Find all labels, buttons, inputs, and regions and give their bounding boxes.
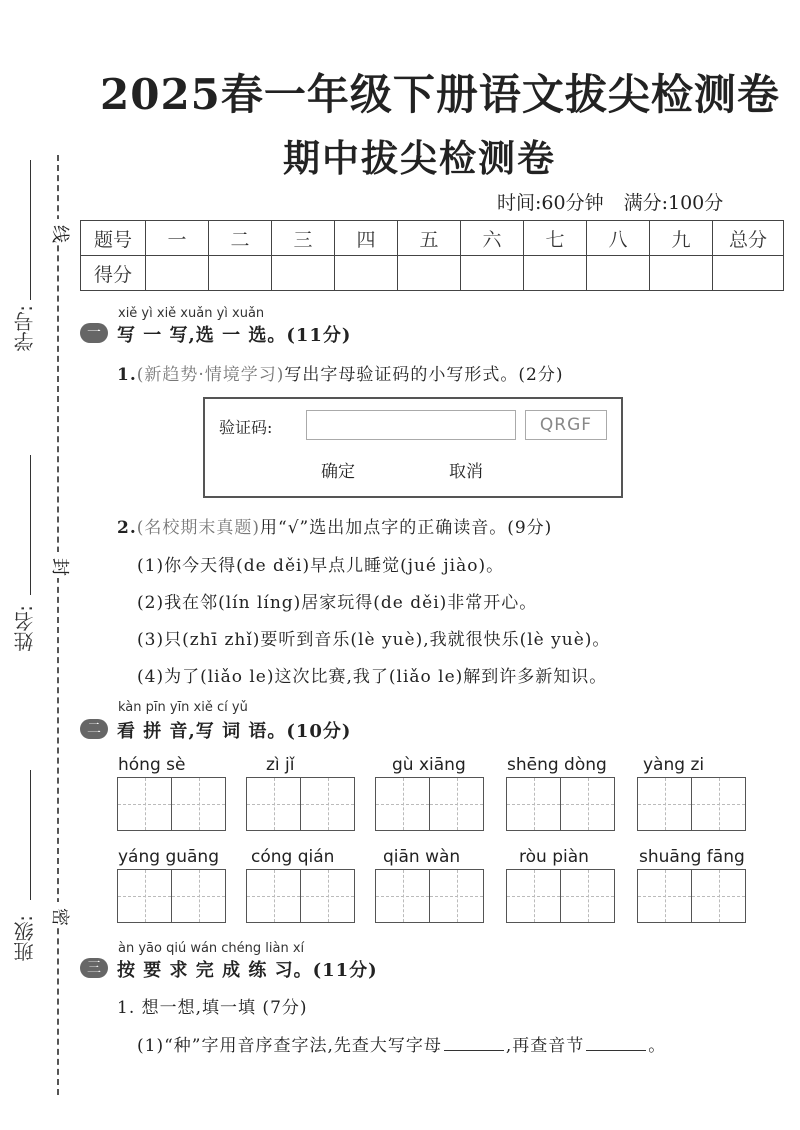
binding-word-seal: 封 — [49, 552, 73, 578]
score-header-cell: 题号 — [81, 221, 146, 256]
answer-blank[interactable] — [586, 1050, 646, 1051]
score-row-label: 得分 — [81, 256, 146, 291]
score-cell[interactable] — [587, 256, 650, 291]
page-subtitle: 期中拔尖检测卷 — [283, 136, 556, 180]
question-1-1 — [117, 360, 564, 385]
pinyin-word: shuāng fāng — [639, 847, 745, 867]
pronunciation-item-1[interactable]: (1)你今天得(de děi)早点儿睡觉(jué jiào)。 — [137, 556, 505, 576]
captcha-label: 验证码: — [219, 418, 273, 437]
pinyin-word: qiān wàn — [383, 847, 461, 867]
score-cell[interactable] — [272, 256, 335, 291]
page-title: 2025春一年级下册语文拔尖检测卷 — [100, 70, 780, 119]
score-table-header-row — [81, 221, 784, 256]
writing-grid[interactable] — [506, 777, 615, 831]
score-cell[interactable] — [713, 256, 784, 291]
fill-text: (1)“种”字用音序查字法,先查大写字母 — [137, 1036, 442, 1056]
class-blank[interactable] — [30, 770, 31, 900]
pinyin-word: yàng zi — [643, 755, 705, 775]
cancel-button[interactable]: 取消 — [449, 462, 483, 482]
writing-grid[interactable] — [637, 869, 746, 923]
student-id-blank[interactable] — [30, 160, 31, 300]
score-cell[interactable] — [398, 256, 461, 291]
score-cell[interactable] — [209, 256, 272, 291]
score-header-cell: 六 — [461, 221, 524, 256]
section2-title: 看 拼 音,写 词 语。(10分) — [117, 721, 352, 742]
fill-blank-item-1 — [137, 1031, 666, 1056]
pronunciation-item-3[interactable]: (3)只(zhī zhǐ)要听到音乐(lè yuè),我就很快乐(lè yuè)。 — [137, 630, 611, 650]
score-header-cell: 八 — [587, 221, 650, 256]
writing-grid[interactable] — [246, 869, 355, 923]
binding-dashed-line — [57, 155, 59, 1095]
score-cell[interactable] — [335, 256, 398, 291]
score-cell[interactable] — [524, 256, 587, 291]
question-1-2 — [117, 513, 552, 538]
captcha-input[interactable] — [306, 410, 516, 440]
pronunciation-item-4[interactable]: (4)为了(liǎo le)这次比赛,我了(liǎo le)解到许多新知识。 — [137, 667, 608, 687]
binding-word-secret: 密 — [49, 902, 73, 928]
score-table-score-row — [81, 256, 784, 291]
question-text: 写出字母验证码的小写形式。(2分) — [284, 365, 564, 385]
writing-grid[interactable] — [246, 777, 355, 831]
score-header-cell: 四 — [335, 221, 398, 256]
fill-text: 。 — [648, 1036, 667, 1056]
question-tag: (名校期末真题) — [136, 518, 261, 538]
pinyin-word: shēng dòng — [507, 755, 607, 775]
pronunciation-item-2[interactable]: (2)我在邻(lín líng)居家玩得(de děi)非常开心。 — [137, 593, 538, 613]
section1-pinyin: xiě yì xiě xuǎn yì xuǎn — [118, 306, 265, 321]
question-text: 用“√”选出加点字的正确读音。(9分) — [260, 518, 553, 538]
question-tag: (新趋势·情境学习) — [136, 365, 285, 385]
section2-pinyin: kàn pīn yīn xiě cí yǔ — [118, 700, 248, 715]
fill-text: ,再查音节 — [505, 1036, 585, 1056]
binding-word-line: 线 — [49, 219, 73, 245]
student-id-label: 学号: — [13, 305, 37, 352]
section3-badge: 三 — [80, 958, 108, 978]
answer-blank[interactable] — [444, 1050, 504, 1051]
section3-pinyin: àn yāo qiú wán chéng liàn xí — [118, 941, 305, 956]
score-table — [80, 220, 784, 291]
score-header-cell: 五 — [398, 221, 461, 256]
section2-badge: 二 — [80, 719, 108, 739]
question-number: 1. — [117, 365, 137, 385]
name-label: 姓名: — [13, 605, 37, 652]
score-cell[interactable] — [650, 256, 713, 291]
exam-time: 时间:60分钟 — [497, 192, 604, 214]
section1-badge: 一 — [80, 323, 108, 343]
writing-grid[interactable] — [637, 777, 746, 831]
pinyin-word: hóng sè — [118, 755, 186, 775]
score-header-cell: 二 — [209, 221, 272, 256]
writing-grid[interactable] — [375, 869, 484, 923]
score-header-cell: 七 — [524, 221, 587, 256]
captcha-code: QRGF — [525, 410, 607, 440]
pinyin-word: cóng qián — [251, 847, 335, 867]
score-header-cell: 九 — [650, 221, 713, 256]
confirm-button[interactable]: 确定 — [321, 462, 355, 482]
pinyin-word: zì jǐ — [266, 755, 295, 775]
writing-grid[interactable] — [117, 869, 226, 923]
pinyin-word: gù xiāng — [392, 755, 466, 775]
class-label: 班级: — [13, 915, 37, 962]
question-number: 2. — [117, 518, 137, 538]
name-blank[interactable] — [30, 455, 31, 595]
score-header-cell: 一 — [146, 221, 209, 256]
score-header-cell: 三 — [272, 221, 335, 256]
question-3-1: 1. 想一想,填一填 (7分) — [117, 998, 308, 1018]
pinyin-word: ròu piàn — [519, 847, 589, 867]
section3-title: 按 要 求 完 成 练 习。(11分) — [117, 960, 378, 981]
score-header-cell: 总分 — [713, 221, 784, 256]
section1-title: 写 一 写,选 一 选。(11分) — [117, 325, 352, 346]
score-cell[interactable] — [146, 256, 209, 291]
pinyin-word: yáng guāng — [118, 847, 219, 867]
score-cell[interactable] — [461, 256, 524, 291]
exam-full-score: 满分:100分 — [623, 192, 724, 214]
exam-meta — [497, 188, 743, 215]
writing-grid[interactable] — [506, 869, 615, 923]
writing-grid[interactable] — [375, 777, 484, 831]
writing-grid[interactable] — [117, 777, 226, 831]
captcha-box — [203, 397, 623, 498]
